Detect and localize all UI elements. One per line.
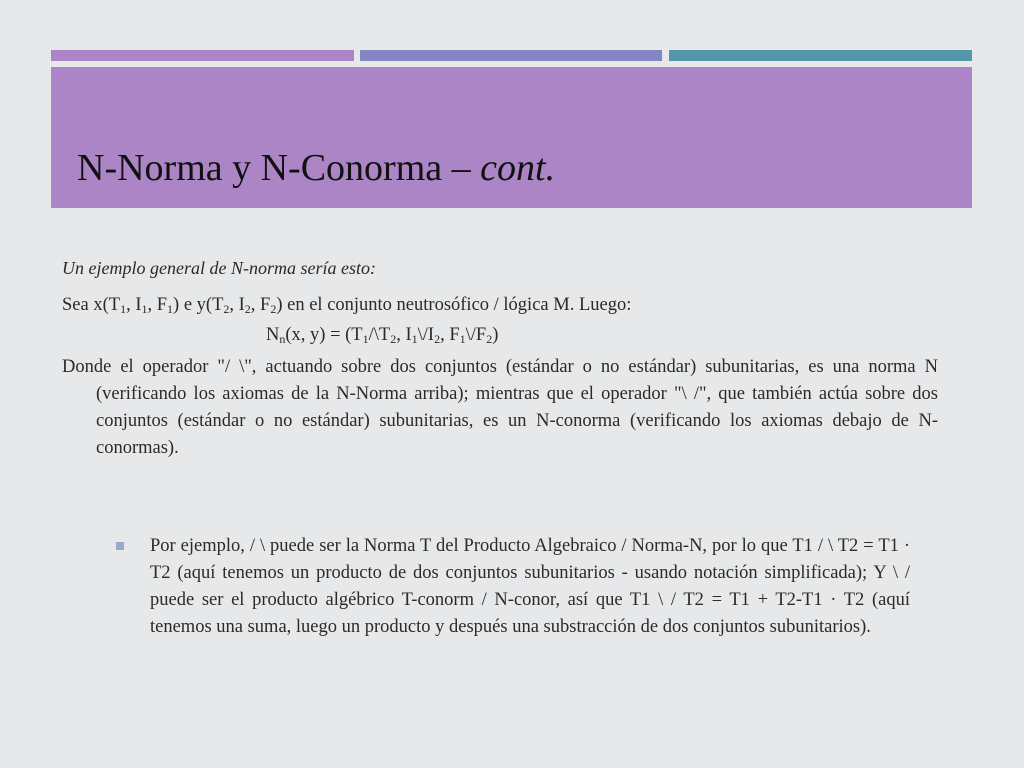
formula-text: , I [396, 325, 412, 345]
bullet-text: Por ejemplo, / \ puede ser la Norma T del Producto Algebraico / Norma-N, por lo que T1 / \ T2 = T1 · T2 (aquí tenemos un producto de dos conjuntos subunitarios - usando notación simplificada); Y \ / puede ser el producto algébrico T-conorm / N-conor, así que T1 \ / T2 = T1 + T2-T1 · T2 (aquí tenemos una suma, luego un producto y después una substracción de dos conjuntos subunitarios). [150, 536, 910, 637]
sea-subscript: 1 [167, 302, 174, 316]
slide-title-italic: cont. [480, 147, 556, 189]
title-band [51, 67, 972, 208]
formula-subscript: 2 [486, 332, 493, 346]
sea-text: , F [250, 295, 271, 315]
intro-text: Un ejemplo general de N-norma sería esto: [62, 258, 376, 278]
sea-subscript: 2 [270, 302, 277, 316]
formula-subscript: 2 [390, 332, 397, 346]
sea-sentence [62, 292, 938, 319]
square-bullet-icon [116, 542, 124, 550]
formula-text: , F [440, 325, 460, 345]
accent-bar-teal [669, 50, 972, 61]
formula-subscript: 1 [362, 332, 369, 346]
accent-bar-violet [360, 50, 662, 61]
sea-text: , F [147, 295, 168, 315]
formula-text: (x, y) = (T [285, 325, 363, 345]
sea-text: ) e y(T [173, 295, 224, 315]
sea-text: Sea x(T [62, 295, 121, 315]
formula-subscript: 1 [411, 332, 418, 346]
sea-subscript: 1 [120, 302, 127, 316]
sea-text: , I [126, 295, 142, 315]
bullet-list [116, 533, 910, 641]
sea-text: , I [229, 295, 245, 315]
sea-text: ) en el conjunto neutrosófico / lógica M. Luego: [276, 295, 632, 315]
sea-subscript: 2 [223, 302, 230, 316]
list-item [116, 533, 910, 641]
nnorm-formula [62, 322, 938, 349]
accent-bar-purple [51, 50, 354, 61]
formula-text: \/I [417, 325, 435, 345]
formula-text: /\T [368, 325, 391, 345]
formula-subscript: 1 [459, 332, 466, 346]
formula-subscript: 2 [434, 332, 441, 346]
donde-paragraph: Donde el operador "/ \", actuando sobre dos conjuntos (estándar o no estándar) subunitarias, es una norma N (verificando los axiomas de la N-Norma arriba); mientras que el operador "\ /", que también actúa sobre dos conjuntos (estándar o no estándar) subunitarias, es un N-conorma (verificando los axiomas debajo de N-conormas). [62, 357, 938, 458]
formula-subscript: n [279, 332, 286, 346]
slide-content [62, 255, 938, 462]
formula-text: \/F [465, 325, 487, 345]
formula-text: ) [492, 325, 499, 345]
sea-subscript: 2 [244, 302, 251, 316]
formula-text: N [266, 325, 280, 345]
slide-title [77, 146, 555, 190]
sea-subscript: 1 [141, 302, 148, 316]
slide-title-main: N-Norma y N-Conorma – [77, 147, 481, 189]
